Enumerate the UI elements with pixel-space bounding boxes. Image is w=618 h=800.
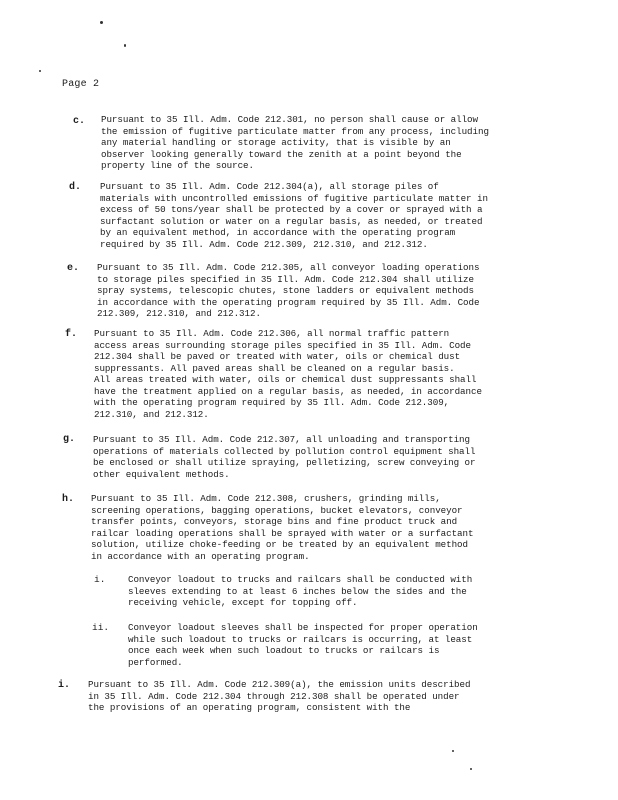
sub-item-i-text: Conveyor loadout to trucks and railcars shall be conducted with sleeves extending to at least 6 inches below the sides and the receiving vehicle, except for topping off. [128, 574, 473, 608]
item-marker-f: f. [65, 329, 78, 340]
item-marker-i: i. [58, 680, 71, 691]
scan-speck [452, 750, 454, 752]
item-marker-g: g. [63, 434, 76, 445]
item-g-text: Pursuant to 35 Ill. Adm. Code 212.307, all unloading and transporting operations of materials collected by pollution control equipment shall be enclosed or shall utilize spraying, pelletizing, screw conveying or other equivalent methods. [93, 434, 476, 480]
sub-item-ii-text: Conveyor loadout sleeves shall be inspected for proper operation while such loadout to trucks or railcars is occurring, at least once each week when such loadout to trucks or railcars is performed. [128, 622, 478, 668]
item-marker-d: d. [69, 182, 82, 193]
scan-speck [39, 70, 41, 72]
scan-speck [124, 44, 126, 47]
scan-speck [100, 21, 103, 24]
item-i-text: Pursuant to 35 Ill. Adm. Code 212.309(a), the emission units described in 35 Ill. Adm. Code 212.304 through 212.308 shall be operated under the provisions of an operating program, consistent with the [88, 679, 471, 713]
item-h-text: Pursuant to 35 Ill. Adm. Code 212.308, crushers, grinding mills, screening operations, bagging operations, bucket elevators, conveyor transfer points, conveyors, storage bins and fine product truck and railcar loading operations shall be sprayed with water or a surfactant solution, utilize choke-feeding or be treated by an equivalent method in accordance with an operating program. [91, 493, 474, 562]
item-d-text: Pursuant to 35 Ill. Adm. Code 212.304(a), all storage piles of materials with uncontrolled emissions of fugitive particulate matter in excess of 50 tons/year shall be protected by a cover or sprayed with a surfactant solution or water on a regular basis, as needed, or treated by an equivalent method, in accordance with the operating program required by 35 Ill. Adm. Code 212.309, 212.310, and 212.312. [100, 181, 488, 250]
scan-speck [470, 768, 472, 770]
item-f-text: Pursuant to 35 Ill. Adm. Code 212.306, all normal traffic pattern access areas surrounding storage piles specified in 35 Ill. Adm. Code 212.304 shall be paved or treated with water, oils or chemical dust suppressants. All paved areas shall be cleaned on a regular basis. All areas treated with water, oils or chemical dust suppressants shall have the treatment applied on a regular basis, as needed, in accordance with the operating program required by 35 Ill. Adm. Code 212.309, 212.310, and 212.312. [94, 328, 482, 420]
item-marker-e: e. [67, 263, 80, 274]
page-number: Page 2 [62, 79, 100, 90]
item-e-text: Pursuant to 35 Ill. Adm. Code 212.305, all conveyor loading operations to storage piles specified in 35 Ill. Adm. Code 212.304 shall utilize spray systems, telescopic chutes, stone ladders or equivalent methods in accordance with the operating program required by 35 Ill. Adm. Code 212.309, 212.310, and 212.312. [97, 262, 480, 319]
sub-item-marker-i: i. [94, 574, 106, 585]
sub-item-marker-ii: ii. [92, 622, 110, 633]
item-c-text: Pursuant to 35 Ill. Adm. Code 212.301, no person shall cause or allow the emission of fugitive particulate matter from any process, including any material handling or storage activity, that is visible by an observer looking generally toward the zenith at a point beyond the property line of the source. [101, 114, 489, 171]
item-marker-h: h. [62, 494, 75, 505]
item-marker-c: c. [73, 116, 86, 127]
